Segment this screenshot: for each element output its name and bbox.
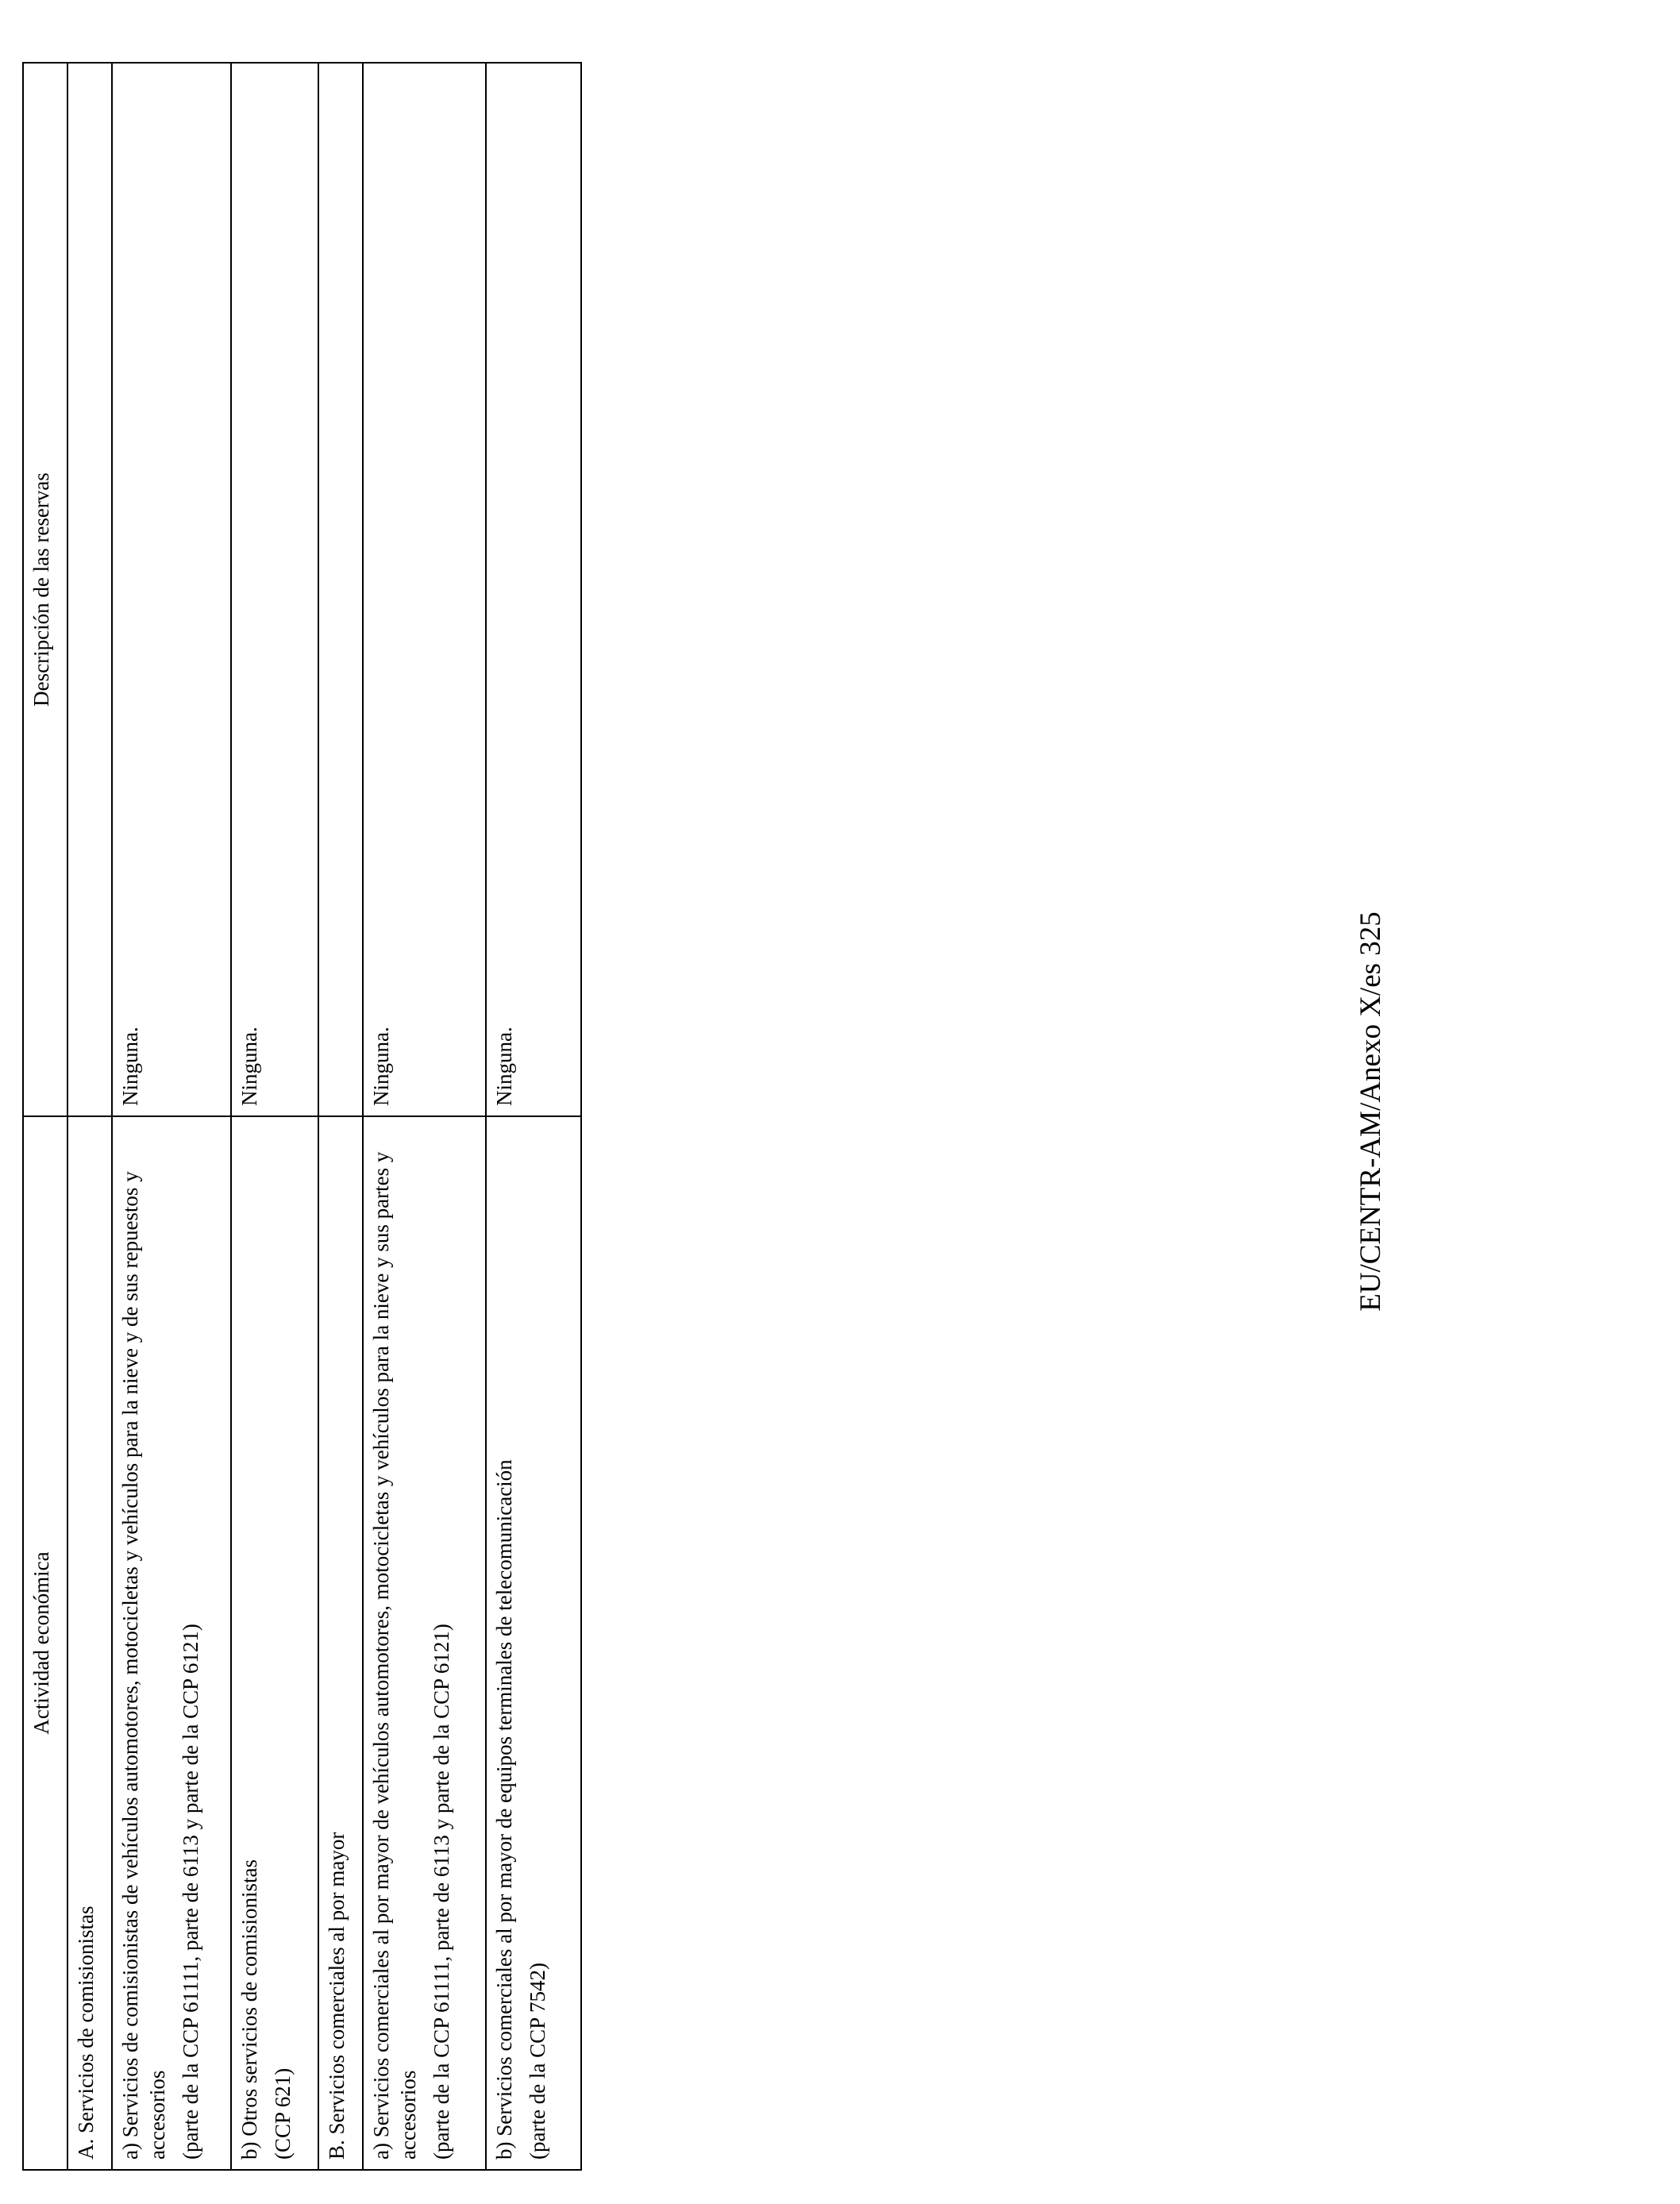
activity-ccp-reference: (CCP 621) [270, 2067, 295, 2160]
table-row [231, 63, 318, 2170]
table-row [363, 63, 486, 2170]
activity-cell [231, 1116, 318, 2170]
activity-text: a) Servicios comerciales al por mayor de vehículos automotores, motocicletas y vehículos para la nieve y sus partes y accesorios [369, 1151, 420, 2160]
description-cell [67, 63, 112, 1116]
section-title-b [318, 1116, 363, 2170]
activity-text: A. Servicios de comisionistas [74, 1905, 98, 2160]
activity-cell [112, 1116, 231, 2170]
description-cell: Ninguna. [363, 63, 486, 1116]
activity-text: b) Otros servicios de comisionistas [237, 1859, 261, 2160]
section-title-a [67, 1116, 112, 2170]
page-footer [1354, 873, 1393, 1350]
activity-text: b) Servicios comerciales al por mayor de equipos terminales de telecomunicación [492, 1459, 516, 2160]
description-cell: Ninguna. [231, 63, 318, 1116]
rotated-table-container [22, 64, 580, 2171]
activity-ccp-reference: (parte de la CCP 61111, parte de 6113 y parte de la CCP 6121) [429, 1624, 453, 2160]
activity-text: B. Servicios comerciales al por mayor [325, 1832, 349, 2160]
activity-ccp-reference: (parte de la CCP 7542) [525, 1963, 549, 2160]
description-cell: Ninguna. [112, 63, 231, 1116]
activity-ccp-reference: (parte de la CCP 61111, parte de 6113 y parte de la CCP 6121) [178, 1624, 202, 2160]
header-descripcion-reservas: Descripción de las reservas [23, 63, 67, 1116]
document-reference: EU/CENTR-AM/Anexo X/es 325 [1354, 911, 1387, 1312]
description-cell [318, 63, 363, 1116]
activity-cell [486, 1116, 581, 2170]
activity-text: a) Servicios de comisionistas de vehículos automotores, motocicletas y vehículos para la nieve y de sus repuestos y accesorios [118, 1171, 169, 2160]
description-cell: Ninguna. [486, 63, 581, 1116]
table-row [112, 63, 231, 2170]
reservations-table [22, 62, 582, 2171]
table-header-row [23, 63, 67, 2170]
header-actividad-economica: Actividad económica [23, 1116, 67, 2170]
table-row [486, 63, 581, 2170]
activity-cell [363, 1116, 486, 2170]
table-row [67, 63, 112, 2170]
table-row [318, 63, 363, 2170]
